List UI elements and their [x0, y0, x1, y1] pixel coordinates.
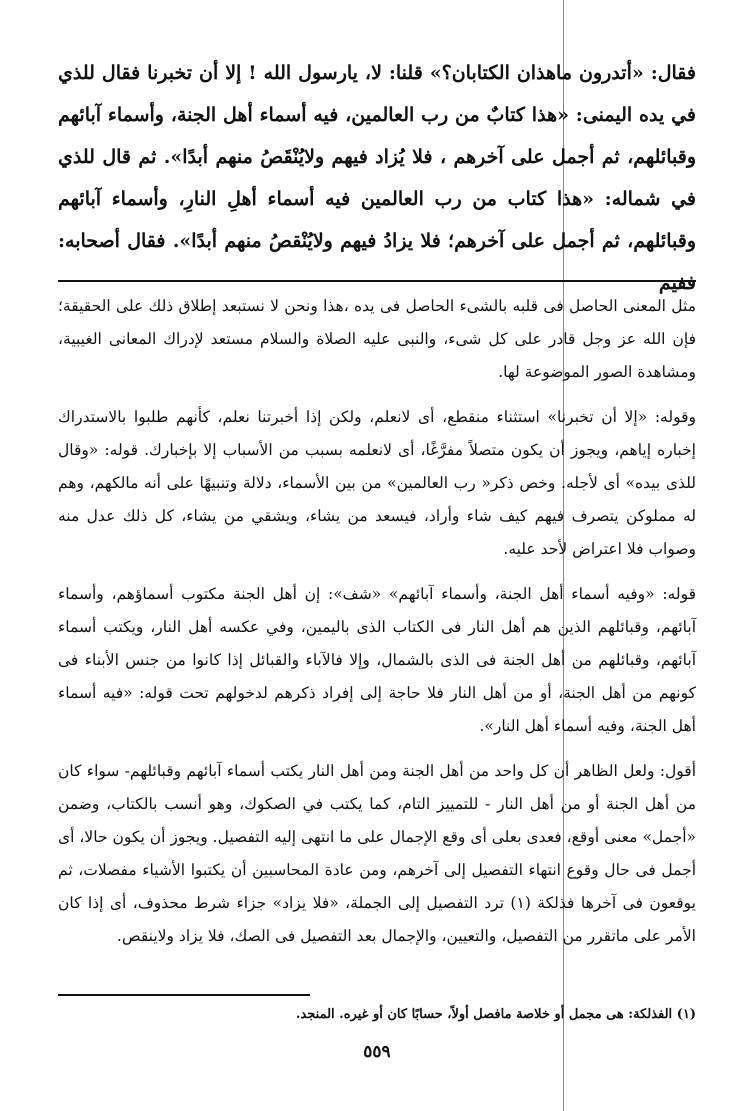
commentary-paragraph: وقوله: «إلا أن تخبرنا» استثناء منقطع، أى لانعلم، ولكن إذا أخبرتنا نعلم، كأنهم طلبوا بالاستدراك إخباره إياهم، ويجوز أن يكون متصلاً مفرَّغًا، أى لانعلمه بسبب من الأسباب إلا بإخبارك. قوله: «وقال للذى بيده» أى لأجله. وخص ذكر« رب العالمين» من بين الأسماء، دلالة وتنبيهًا على أنه مالكهم، وهم له مملوكن يتصرف فيهم كيف شاء وأراد، فيسعد من يشاء، ويشقي من يشاء، كل ذلك عدل منه وصواب فلا اعتراض لأحد عليه. — [58, 408, 696, 558]
commentary-paragraph: مثل المعنى الحاصل فى قلبه بالشىء الحاصل فى يده ،هذا ونحن لا نستبعد إطلاق ذلك على الحقيقة؛ فإن الله عز وجل قادر على كل شىء، والنبى عليه الصلاة والسلام مستعد لإدراك المعانى الغيبية، ومشاهدة الصور الموضوعة لها. — [58, 297, 696, 381]
section-divider — [58, 280, 696, 282]
commentary-paragraph: أقول: ولعل الظاهر أن كل واحد من أهل الجنة ومن أهل النار يكتب أسماء آبائهم وقبائلهم- سواء كان من أهل الجنة أو من أهل النار - للتمييز التام، كما يكتب في الصكوك، وهو أنسب بالكتاب، وضمن «أجمل» معنى أوقع، فعدى بعلى أى وقع الإجمال على ما انتهى إليه التفصيل. ويجوز أن يكون حالا، أى أجمل فى حال وقوع انتهاء التفصيل إلى آخرهم، ومن عادة المحاسبين أن يكتبوا الأشياء مفصلات، ثم يوقعون فى آخرها فذلكة (١) ترد التفصيل إلى الجملة، «فلا يزاد» جزاء شرط محذوف، أى إذا كان الأمر على ماتقرر من التفصيل، والتعيين، والإجمال بعد التفصيل فى الصك، فلا يزاد ولاينقص. — [58, 762, 696, 945]
book-page — [58, 52, 696, 1092]
commentary-paragraph: قوله: «وفيه أسماء أهل الجنة، وأسماء آبائهم» «شف»: إن أهل الجنة مكتوب أسماؤهم، وأسماء آبائهم، وقبائلهم الذين هم أهل النار فى الكتاب الذى باليمين، وفي عكسه أهل النار، ويكتب أسماء آبائهم، وقبائلهم من أهل الجنة فى الذى بالشمال، وإلا فالآباء والقبائل إذا كانوا من جنس الأبناء فى كونهم من أهل الجنة، أو من أهل النار فلا حاجة إلى إفراد ذكرهم لدخولهم تحت قوله: «فيه أسماء أهل الجنة، وفيه أسماء أهل النار». — [58, 585, 696, 735]
footnote-divider — [58, 994, 310, 996]
hadith-text: فقال: «أتدرون ماهذان الكتابان؟» قلنا: لا، يارسول الله ! إلا أن تخبرنا فقال للذي في يده اليمنى: «هذا كتابٌ من رب العالمين، فيه أسماء أهل الجنة، وأسماء آبائهم وقبائلهم، ثم أجمل على آخرهم ، فلا يُزاد فيهم ولايُنْقَصُ منهم أبدًا». ثم قال للذي في شماله: «هذا كتاب من رب العالمين فيه أسماء أهلِ النارِ، وأسماء آبائهم وقبائلهم، ثم أجمل على آخرهم؛ فلا يزادُ فيهم ولايُنْقصُ منهم أبدًا». فقال أصحابه: ففيم — [58, 62, 696, 294]
page-number: ٥٥٩ — [363, 1042, 391, 1062]
commentary — [58, 290, 696, 1010]
footnote: (١) الفذلكة: هى مجمل أو خلاصة مافصل أولاً، حسابًا كان أو غيره. المنجد. — [295, 1007, 696, 1022]
